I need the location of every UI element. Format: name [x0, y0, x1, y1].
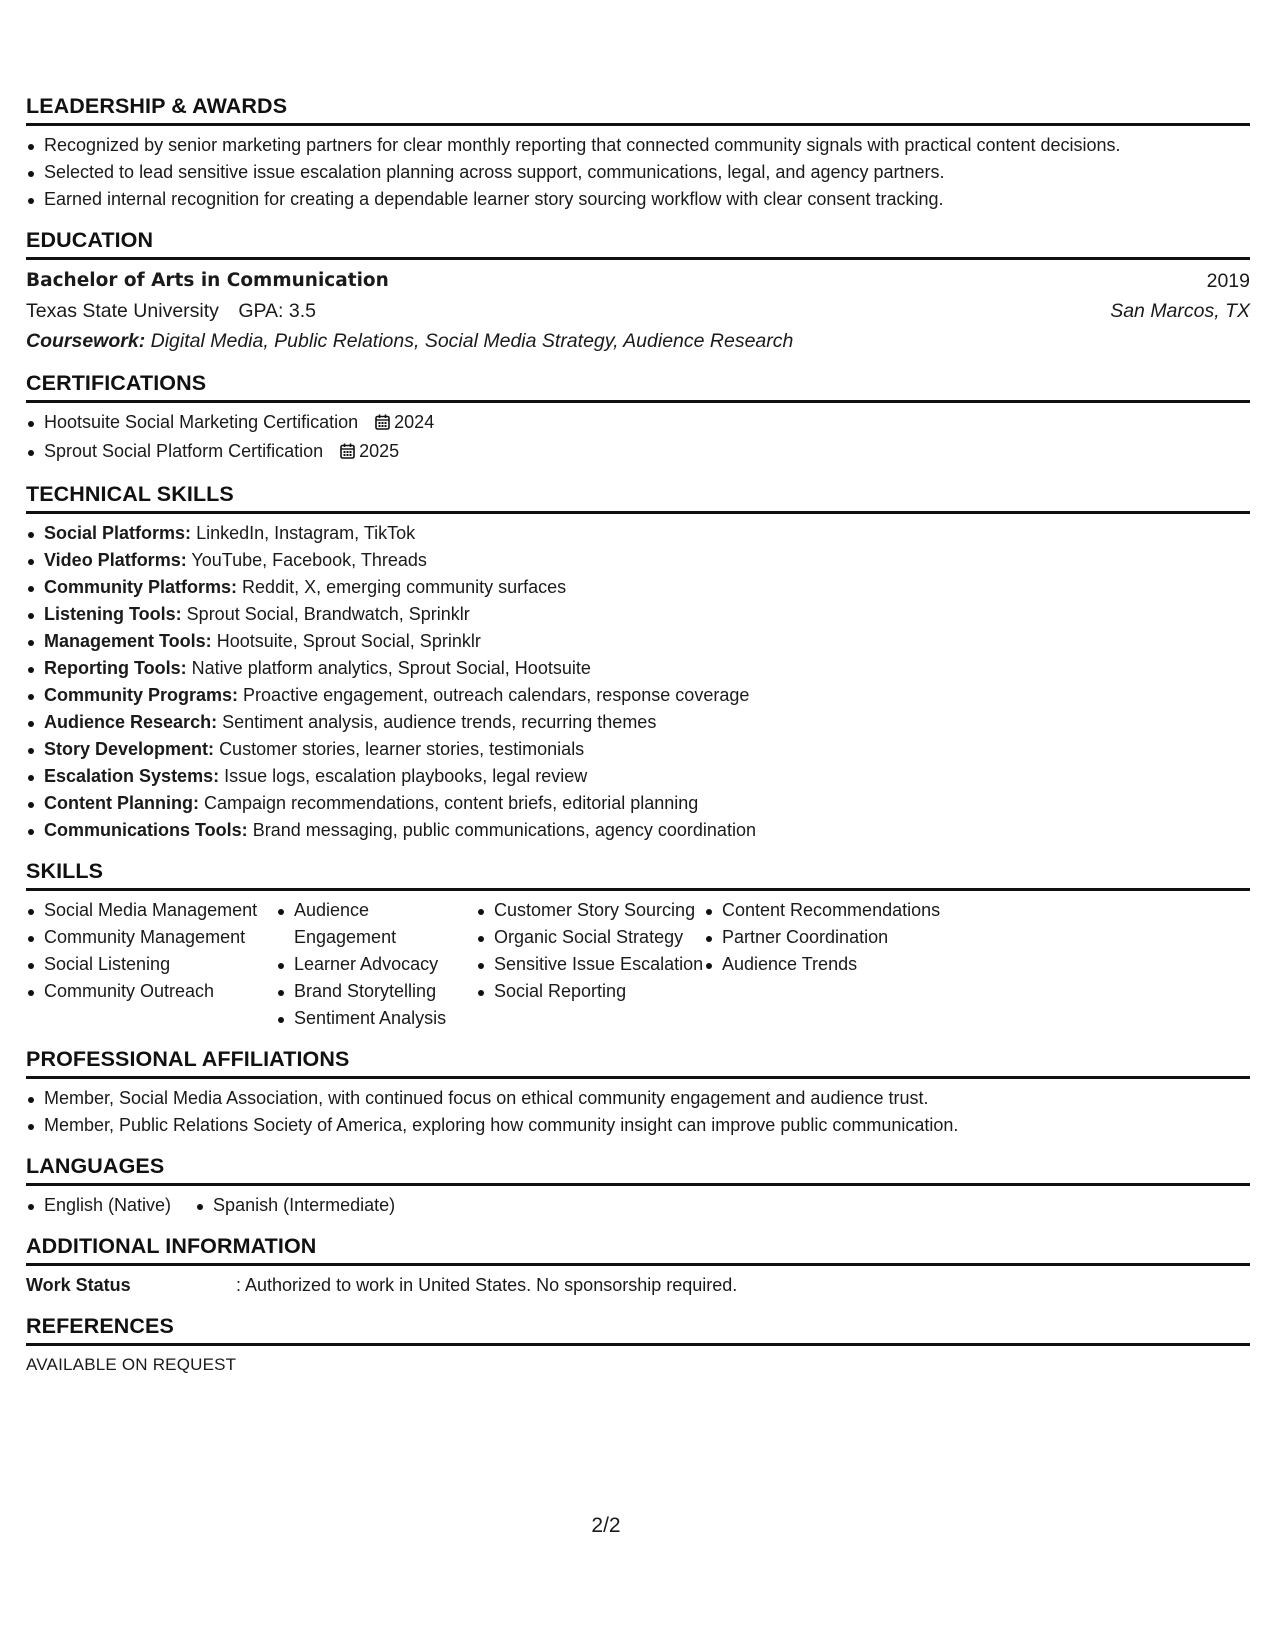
- work-status-row: [26, 1272, 1250, 1299]
- skill-label: Video Platforms:: [44, 550, 187, 570]
- section-title-leadership: LEADERSHIP & AWARDS: [26, 94, 288, 118]
- skill-item: Brand Storytelling: [276, 978, 476, 1005]
- skills-grid: [26, 897, 1250, 1032]
- skill-label: Escalation Systems:: [44, 766, 220, 786]
- coursework-list: Digital Media, Public Relations, Social Media Strategy, Audience Research: [150, 330, 794, 352]
- education-section: [26, 227, 1250, 356]
- section-title-references: REFERENCES: [26, 1314, 174, 1338]
- skill-value: Native platform analytics, Sprout Social, Hootsuite: [191, 658, 591, 678]
- calendar-icon: [375, 411, 390, 438]
- skill-item: Community Management: [26, 924, 276, 951]
- list-item: [26, 736, 1250, 763]
- skill-item: Sensitive Issue Escalation: [476, 951, 704, 978]
- degree-name: Bachelor of Arts in Communication: [26, 270, 389, 291]
- list-item: Member, Social Media Association, with continued focus on ethical community engagement and audience trust.: [26, 1085, 1250, 1112]
- skill-value: Customer stories, learner stories, testimonials: [219, 739, 585, 759]
- skill-item: Social Listening: [26, 951, 276, 978]
- list-item: [26, 682, 1250, 709]
- skill-value: Sprout Social, Brandwatch, Sprinklr: [186, 604, 470, 624]
- list-item: [26, 655, 1250, 682]
- graduation-year: 2019: [1206, 270, 1250, 292]
- calendar-icon: [340, 440, 355, 467]
- list-item: [26, 628, 1250, 655]
- skills-section: [26, 858, 1250, 1032]
- section-divider: [26, 1263, 1250, 1266]
- gpa: GPA: 3.5: [238, 300, 317, 322]
- coursework: [26, 326, 1250, 356]
- certification-year: 2025: [359, 441, 400, 461]
- section-title-languages: LANGUAGES: [26, 1154, 165, 1178]
- technical-skills-list: [26, 520, 1250, 844]
- skill-value: Issue logs, escalation playbooks, legal review: [224, 766, 588, 786]
- affiliations-list: [26, 1085, 1250, 1139]
- list-item: [26, 790, 1250, 817]
- skills-column: [476, 897, 704, 1032]
- page-number: 2/2: [591, 1514, 621, 1537]
- skill-value: Reddit, X, emerging community surfaces: [242, 577, 567, 597]
- skill-value: Sentiment analysis, audience trends, recurring themes: [222, 712, 657, 732]
- skill-value: YouTube, Facebook, Threads: [191, 550, 427, 570]
- section-title-additional-info: ADDITIONAL INFORMATION: [26, 1234, 317, 1258]
- skill-label: Community Platforms:: [44, 577, 238, 597]
- section-title-certifications: CERTIFICATIONS: [26, 371, 207, 395]
- skill-value: LinkedIn, Instagram, TikTok: [196, 523, 416, 543]
- section-divider: [26, 257, 1250, 260]
- skill-label: Reporting Tools:: [44, 658, 187, 678]
- skills-column: [26, 897, 276, 1032]
- list-item: [26, 520, 1250, 547]
- leadership-section: [26, 93, 1250, 213]
- section-title-affiliations: PROFESSIONAL AFFILIATIONS: [26, 1047, 350, 1071]
- list-item: [26, 817, 1250, 844]
- skill-label: Social Platforms:: [44, 523, 192, 543]
- education-school-row: [26, 296, 1250, 326]
- technical-skills-section: [26, 481, 1250, 844]
- skill-item: Sentiment Analysis: [276, 1005, 476, 1032]
- section-divider: [26, 400, 1250, 403]
- school-location: San Marcos, TX: [1110, 300, 1250, 322]
- references-section: [26, 1313, 1250, 1378]
- references-text: AVAILABLE ON REQUEST: [26, 1355, 237, 1374]
- coursework-label: Coursework:: [26, 330, 146, 352]
- affiliations-section: [26, 1046, 1250, 1139]
- certification-item: [26, 409, 1250, 438]
- certification-item: [26, 438, 1250, 467]
- education-degree-row: [26, 266, 1250, 296]
- list-item: [26, 547, 1250, 574]
- skill-label: Communications Tools:: [44, 820, 248, 840]
- list-item: [26, 709, 1250, 736]
- skills-column: [704, 897, 940, 1032]
- skill-label: Content Planning:: [44, 793, 199, 813]
- list-item: [26, 763, 1250, 790]
- leadership-list: [26, 132, 1250, 213]
- section-divider: [26, 888, 1250, 891]
- languages-section: [26, 1153, 1250, 1219]
- additional-info-section: [26, 1233, 1250, 1299]
- list-item: Recognized by senior marketing partners for clear monthly reporting that connected community signals with practical content decisions.: [26, 132, 1250, 159]
- skill-value: Proactive engagement, outreach calendars, response coverage: [243, 685, 750, 705]
- certification-name: Sprout Social Platform Certification: [44, 441, 324, 461]
- school-name: Texas State University: [26, 300, 219, 322]
- skill-value: Campaign recommendations, content briefs, editorial planning: [204, 793, 699, 813]
- language-item: English (Native): [26, 1192, 171, 1219]
- skill-value: Hootsuite, Sprout Social, Sprinklr: [216, 631, 481, 651]
- skill-item: Partner Coordination: [704, 924, 940, 951]
- skill-label: Management Tools:: [44, 631, 212, 651]
- section-title-skills: SKILLS: [26, 859, 104, 883]
- section-divider: [26, 511, 1250, 514]
- skill-value: Brand messaging, public communications, agency coordination: [252, 820, 756, 840]
- skill-item: Content Recommendations: [704, 897, 940, 924]
- section-divider: [26, 1076, 1250, 1079]
- skill-item: Social Reporting: [476, 978, 704, 1005]
- skill-item: Learner Advocacy: [276, 951, 476, 978]
- skill-label: Story Development:: [44, 739, 215, 759]
- languages-list: [26, 1192, 1250, 1219]
- list-item: [26, 601, 1250, 628]
- section-divider: [26, 1183, 1250, 1186]
- skill-label: Community Programs:: [44, 685, 239, 705]
- list-item: Member, Public Relations Society of America, exploring how community insight can improve public communication.: [26, 1112, 1250, 1139]
- resume-page: [26, 93, 1250, 1378]
- work-status-label: Work Status: [26, 1275, 131, 1295]
- skill-item: Customer Story Sourcing: [476, 897, 704, 924]
- certifications-list: [26, 409, 1250, 467]
- skills-column: [276, 897, 476, 1032]
- skill-label: Listening Tools:: [44, 604, 182, 624]
- language-item: Spanish (Intermediate): [195, 1192, 395, 1219]
- section-title-technical-skills: TECHNICAL SKILLS: [26, 482, 234, 506]
- certifications-section: [26, 370, 1250, 467]
- work-status-value: : Authorized to work in United States. No sponsorship required.: [236, 1275, 738, 1295]
- list-item: Earned internal recognition for creating a dependable learner story sourcing workflow with clear consent tracking.: [26, 186, 1250, 213]
- section-title-education: EDUCATION: [26, 228, 154, 252]
- skill-item: Audience Engagement: [276, 897, 476, 951]
- skill-item: Audience Trends: [704, 951, 940, 978]
- certification-year: 2024: [394, 412, 435, 432]
- list-item: Selected to lead sensitive issue escalation planning across support, communications, legal, and agency partners.: [26, 159, 1250, 186]
- section-divider: [26, 1343, 1250, 1346]
- skill-item: Organic Social Strategy: [476, 924, 704, 951]
- skill-item: Social Media Management: [26, 897, 276, 924]
- section-divider: [26, 123, 1250, 126]
- skill-label: Audience Research:: [44, 712, 218, 732]
- certification-name: Hootsuite Social Marketing Certification: [44, 412, 359, 432]
- skill-item: Community Outreach: [26, 978, 276, 1005]
- list-item: [26, 574, 1250, 601]
